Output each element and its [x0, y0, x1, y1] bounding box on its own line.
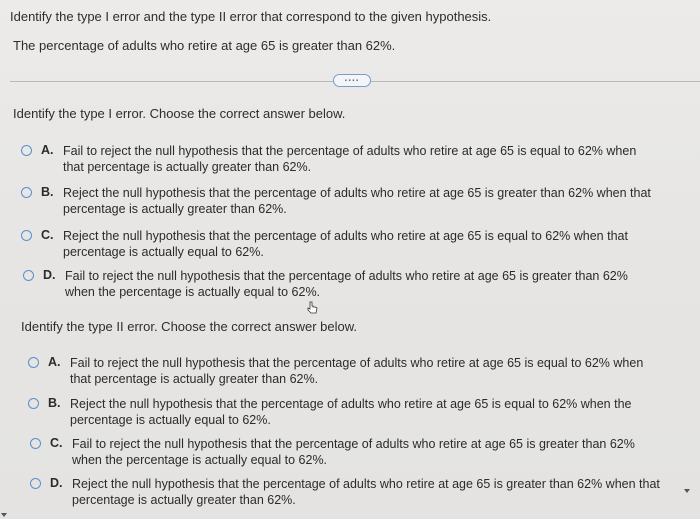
- option-text: [72, 476, 660, 508]
- ellipsis-icon: ....: [344, 73, 360, 84]
- option-text-line: when the percentage is actually equal to 62%.: [65, 285, 321, 299]
- option-text-line: Reject the null hypothesis that the percentage of adults who retire at age 65 is equal to 62% when the: [70, 397, 632, 411]
- option-letter: C.: [41, 228, 54, 242]
- option-text: [63, 143, 636, 175]
- option-text: [72, 436, 635, 468]
- type-one-option-d[interactable]: [23, 268, 628, 300]
- radio-button[interactable]: [28, 398, 39, 409]
- radio-button[interactable]: [21, 230, 32, 241]
- radio-button[interactable]: [23, 270, 34, 281]
- radio-button[interactable]: [21, 187, 32, 198]
- radio-button[interactable]: [30, 478, 41, 489]
- option-text: [63, 185, 651, 217]
- option-text-line: Fail to reject the null hypothesis that the percentage of adults who retire at age 65 is greater than 62%: [72, 437, 635, 451]
- option-text: [70, 396, 631, 428]
- hypothesis-statement: The percentage of adults who retire at age 65 is greater than 62%.: [13, 38, 396, 53]
- option-text: [70, 355, 643, 387]
- option-letter: A.: [48, 355, 61, 369]
- option-text-line: percentage is actually equal to 62%.: [70, 413, 271, 427]
- option-text: [63, 228, 628, 260]
- option-text-line: that percentage is actually greater than 62%.: [70, 372, 319, 386]
- type-one-option-c[interactable]: [21, 228, 628, 260]
- type-two-option-a[interactable]: [28, 355, 643, 387]
- radio-button[interactable]: [21, 145, 32, 156]
- option-text-line: percentage is actually greater than 62%.: [63, 202, 287, 216]
- radio-button[interactable]: [28, 357, 39, 368]
- question-instruction: Identify the type I error and the type II error that correspond to the given hypothesis.: [10, 9, 492, 24]
- option-text-line: Fail to reject the null hypothesis that the percentage of adults who retire at age 65 is equal to 62% when: [63, 144, 637, 158]
- type-two-prompt: Identify the type II error. Choose the correct answer below.: [21, 319, 358, 334]
- option-text-line: Reject the null hypothesis that the percentage of adults who retire at age 65 is greater than 62% when that: [72, 477, 660, 491]
- type-two-option-b[interactable]: [28, 396, 631, 428]
- type-two-option-d[interactable]: [30, 476, 660, 508]
- option-text-line: percentage is actually greater than 62%.: [72, 493, 296, 507]
- option-letter: B.: [41, 185, 54, 199]
- left-scroll-marker-icon: [1, 513, 7, 517]
- option-letter: B.: [48, 396, 61, 410]
- option-text-line: Reject the null hypothesis that the percentage of adults who retire at age 65 is equal to 62% when that: [63, 229, 628, 243]
- option-text-line: Fail to reject the null hypothesis that the percentage of adults who retire at age 65 is greater than 62%: [65, 269, 628, 283]
- option-letter: D.: [43, 268, 56, 282]
- option-text-line: Fail to reject the null hypothesis that the percentage of adults who retire at age 65 is equal to 62% when: [70, 356, 644, 370]
- hand-cursor-icon: [306, 301, 320, 315]
- option-letter: A.: [41, 143, 54, 157]
- option-text: [65, 268, 628, 300]
- type-one-option-a[interactable]: [21, 143, 636, 175]
- option-text-line: that percentage is actually greater than 62%.: [63, 160, 312, 174]
- expand-more-button[interactable]: [333, 74, 371, 87]
- type-two-option-c[interactable]: [30, 436, 635, 468]
- option-text-line: when the percentage is actually equal to 62%.: [72, 453, 328, 467]
- type-one-prompt: Identify the type I error. Choose the correct answer below.: [13, 106, 346, 121]
- option-letter: D.: [50, 476, 63, 490]
- type-one-option-b[interactable]: [21, 185, 651, 217]
- radio-button[interactable]: [30, 438, 41, 449]
- option-text-line: percentage is actually equal to 62%.: [63, 245, 264, 259]
- option-letter: C.: [50, 436, 63, 450]
- option-text-line: Reject the null hypothesis that the percentage of adults who retire at age 65 is greater than 62% when that: [63, 186, 651, 200]
- scroll-down-icon[interactable]: [684, 489, 690, 493]
